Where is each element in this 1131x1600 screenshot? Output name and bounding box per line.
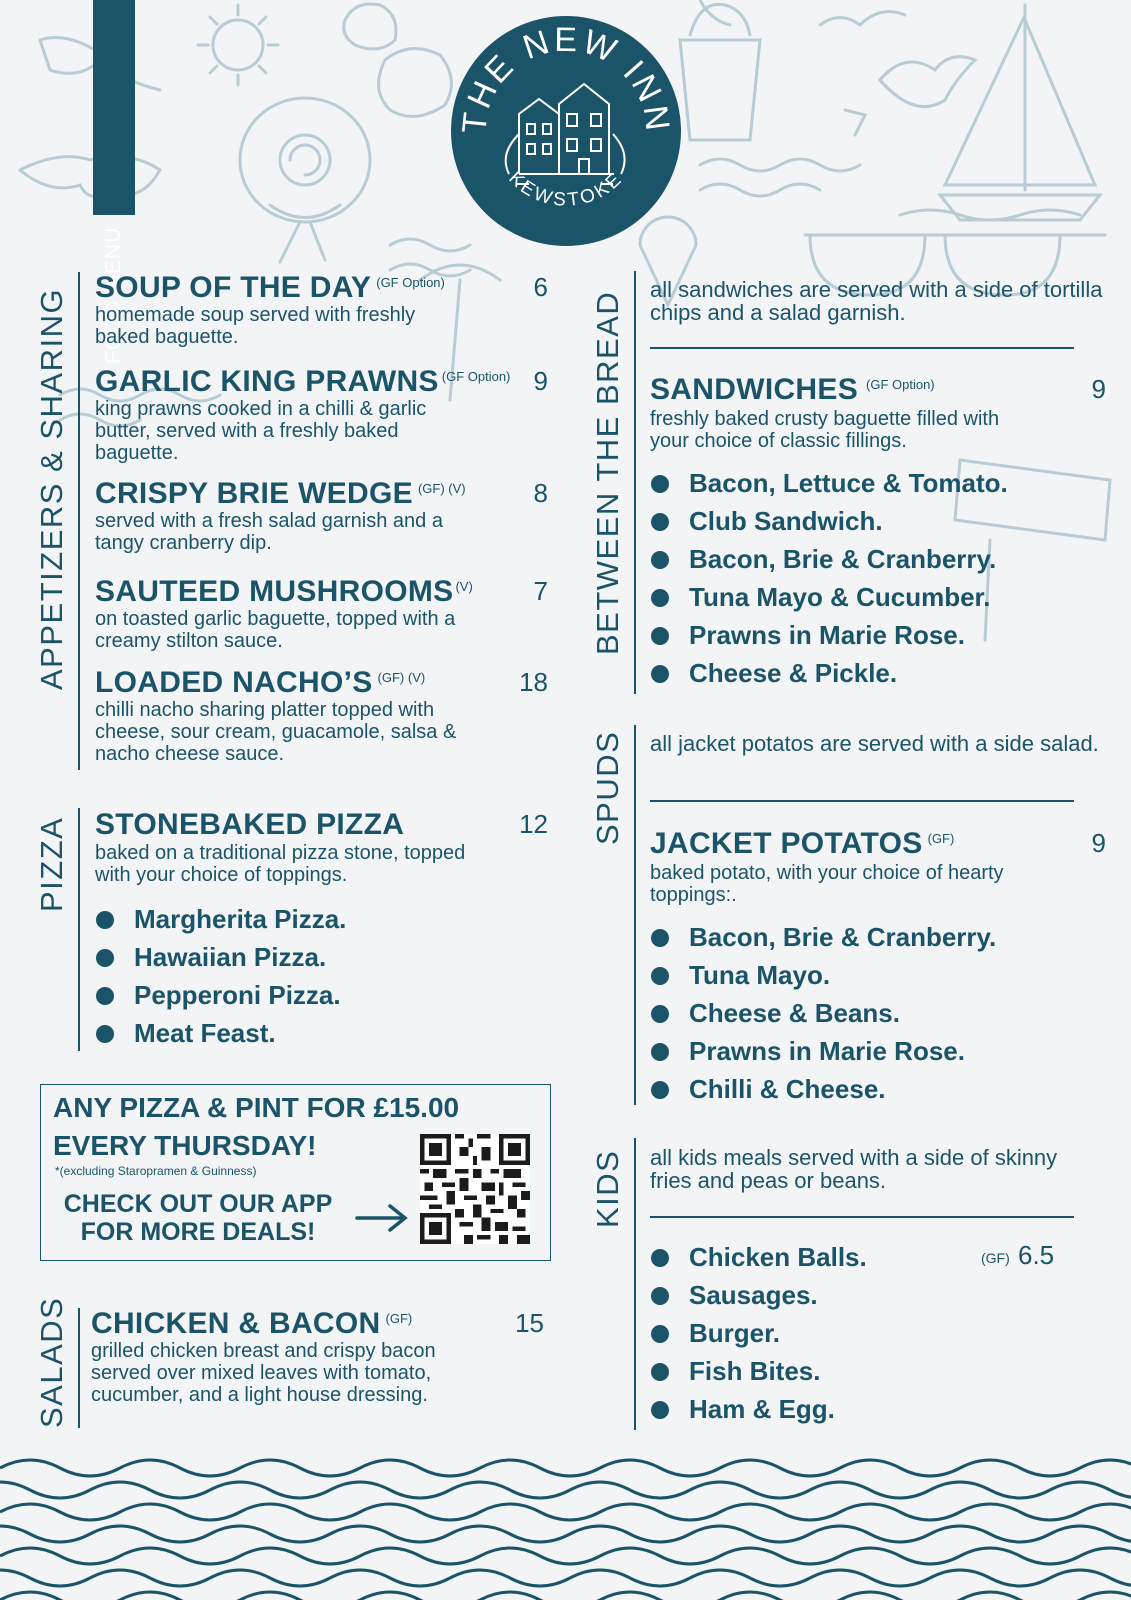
bullet-icon — [651, 665, 669, 683]
item-title-jacket-potatos: JACKET POTATOS $^{(GF)}$ — [650, 827, 955, 860]
list-item: Pepperoni Pizza. — [96, 976, 346, 1014]
section-heading-kids: KIDS — [590, 1149, 625, 1228]
the-new-inn-logo — [449, 14, 683, 248]
item-title-sandwiches: SANDWICHES $^{(GF Option)}$ — [650, 373, 935, 406]
item-title-soup: SOUP OF THE DAY $^{(GF Option)}$ — [95, 271, 445, 304]
list-item: Meat Feast. — [96, 1014, 346, 1052]
sailboat-icon — [900, 5, 1100, 220]
bullet-icon — [651, 475, 669, 493]
list-item: Chicken Balls. — [651, 1238, 867, 1276]
list-item: Bacon, Brie & Cranberry. — [651, 540, 1008, 578]
arrow-right-icon — [354, 1203, 410, 1233]
bullet-icon — [651, 967, 669, 985]
item-tag: (GF Option) — [441, 369, 511, 384]
section-divider — [634, 725, 636, 1105]
bikini-icon — [20, 38, 160, 197]
pizza-options-list — [96, 900, 346, 1052]
item-price: 15 — [515, 1308, 544, 1338]
item-price: 6.5 — [1018, 1240, 1055, 1270]
item-price: 12 — [519, 809, 548, 839]
section-divider — [78, 1308, 80, 1428]
promo-app-line2: FOR MORE DEALS! — [80, 1218, 316, 1246]
bullet-icon — [651, 551, 669, 569]
bullet-icon — [651, 589, 669, 607]
bullet-icon — [651, 1005, 669, 1023]
kids-options-list — [651, 1238, 867, 1428]
wave-pattern — [0, 1460, 1131, 1600]
list-item: Bacon, Lettuce & Tomato. — [651, 464, 1008, 502]
item-description: freshly baked crusty baguette filled with your choice of classic fillings. — [650, 408, 1000, 452]
section-divider — [634, 1138, 636, 1430]
item-title-nachos: LOADED NACHO’S $^{(GF) (V)}$ — [95, 666, 426, 699]
item-tag: (GF) (V) — [417, 481, 466, 496]
bullet-icon — [96, 987, 114, 1005]
promo-note: *(excluding Staropramen & Guinness) — [55, 1164, 257, 1178]
list-item: Sausages. — [651, 1276, 867, 1314]
list-item: Prawns in Marie Rose. — [651, 616, 1008, 654]
bullet-icon — [651, 1401, 669, 1419]
item-description: homemade soup served with freshly baked baguette. — [95, 304, 416, 348]
bullet-icon — [651, 929, 669, 947]
list-item: Fish Bites. — [651, 1352, 867, 1390]
item-title-salad: CHICKEN & BACON $^{(GF)}$ — [91, 1307, 413, 1340]
section-intro: all kids meals served with a side of skinny fries and peas or beans. — [650, 1145, 1058, 1193]
list-item: Tuna Mayo & Cucumber. — [651, 578, 1008, 616]
section-intro: all sandwiches are served with a side of tortilla chips and a salad garnish. — [650, 277, 1103, 325]
item-tag: (GF) — [385, 1311, 413, 1326]
bullet-icon — [651, 1325, 669, 1343]
food-menu-tab — [93, 0, 135, 364]
item-tag: (GF) (V) — [377, 670, 426, 685]
potato-options-list — [651, 918, 996, 1108]
item-price: 18 — [519, 667, 548, 697]
section-heading-pizza: PIZZA — [34, 816, 69, 912]
item-price: 9 — [533, 366, 548, 396]
item-tag: (GF) — [981, 1250, 1010, 1266]
qr-code-icon[interactable] — [420, 1134, 530, 1244]
oyster-icon — [344, 4, 452, 116]
list-item: Chilli & Cheese. — [651, 1070, 996, 1108]
item-description: chilli nacho sharing platter topped with cheese, sour cream, guacamole, salsa & nacho cheese sauce. — [95, 699, 457, 765]
logo-name: THE NEW INN — [455, 20, 677, 136]
section-heading-salads: SALADS — [34, 1296, 69, 1428]
bucket-icon — [680, 0, 760, 140]
item-price: 9 — [1091, 374, 1106, 404]
food-menu-label: FOOD MENU — [102, 226, 125, 364]
list-item: Tuna Mayo. — [651, 956, 996, 994]
section-heading-appetizers: APPETIZERS & SHARING — [34, 287, 69, 690]
promo-headline: ANY PIZZA & PINT FOR £15.00 — [53, 1092, 460, 1123]
item-description: king prawns cooked in a chilli & garlic butter, served with a freshly baked baguette. — [95, 398, 427, 464]
section-heading-bread: BETWEEN THE BREAD — [590, 290, 625, 655]
promo-subheadline: EVERY THURSDAY! — [53, 1130, 317, 1161]
promo-app-line1: CHECK OUT OUR APP — [63, 1190, 333, 1218]
item-description: served with a fresh salad garnish and a tangy cranberry dip. — [95, 510, 443, 554]
bullet-icon — [651, 1249, 669, 1267]
list-item: Cheese & Beans. — [651, 994, 996, 1032]
bullet-icon — [96, 911, 114, 929]
list-item: Margherita Pizza. — [96, 900, 346, 938]
item-price: 8 — [533, 478, 548, 508]
item-price: 9 — [1091, 828, 1106, 858]
bullet-icon — [96, 1025, 114, 1043]
bullet-icon — [651, 627, 669, 645]
list-item: Club Sandwich. — [651, 502, 1008, 540]
item-description: on toasted garlic baguette, topped with a creamy stilton sauce. — [95, 608, 456, 652]
item-tag: (GF) — [927, 831, 955, 846]
intro-divider — [650, 347, 1074, 349]
item-price: 6 — [533, 272, 548, 302]
list-item: Cheese & Pickle. — [651, 654, 1008, 692]
item-title-prawns: GARLIC KING PRAWNS $^{(GF Option)}$ — [95, 365, 511, 398]
sun-icon — [198, 5, 278, 85]
item-price: 7 — [533, 576, 548, 606]
bullet-icon — [651, 1287, 669, 1305]
item-title-mushrooms: SAUTEED MUSHROOMS $^{(V)}$ — [95, 575, 473, 608]
sunhat-icon — [240, 98, 370, 262]
bullet-icon — [651, 1043, 669, 1061]
section-heading-spuds: SPUDS — [590, 730, 625, 845]
list-item: Ham & Egg. — [651, 1390, 867, 1428]
list-item: Hawaiian Pizza. — [96, 938, 346, 976]
bullet-icon — [96, 949, 114, 967]
logo-location: KEWSTOKE — [504, 167, 628, 212]
item-tag: (GF Option) — [376, 275, 445, 290]
section-divider — [634, 271, 636, 694]
section-divider — [78, 808, 80, 1051]
list-item: Burger. — [651, 1314, 867, 1352]
seagull-icon — [820, 12, 975, 135]
list-item: Prawns in Marie Rose. — [651, 1032, 996, 1070]
sandwich-options-list — [651, 464, 1008, 692]
section-intro: all jacket potatos are served with a side salad. — [650, 731, 1099, 756]
item-title-brie: CRISPY BRIE WEDGE $^{(GF) (V)}$ — [95, 477, 466, 510]
item-tag: (GF Option) — [866, 377, 935, 392]
intro-divider — [650, 800, 1074, 802]
bullet-icon — [651, 1363, 669, 1381]
bullet-icon — [651, 513, 669, 531]
item-tag: (V) — [455, 579, 473, 594]
item-title-pizza: STONEBAKED PIZZA — [95, 808, 405, 841]
item-description: grilled chicken breast and crispy bacon served over mixed leaves with tomato, cucumber, and a light house dressing. — [91, 1340, 436, 1406]
bullet-icon — [651, 1081, 669, 1099]
item-description: baked on a traditional pizza stone, topped with your choice of toppings. — [95, 842, 466, 886]
intro-divider — [650, 1216, 1074, 1218]
item-description: baked potato, with your choice of hearty toppings:. — [650, 862, 1004, 906]
list-item: Bacon, Brie & Cranberry. — [651, 918, 996, 956]
section-divider — [78, 272, 80, 770]
